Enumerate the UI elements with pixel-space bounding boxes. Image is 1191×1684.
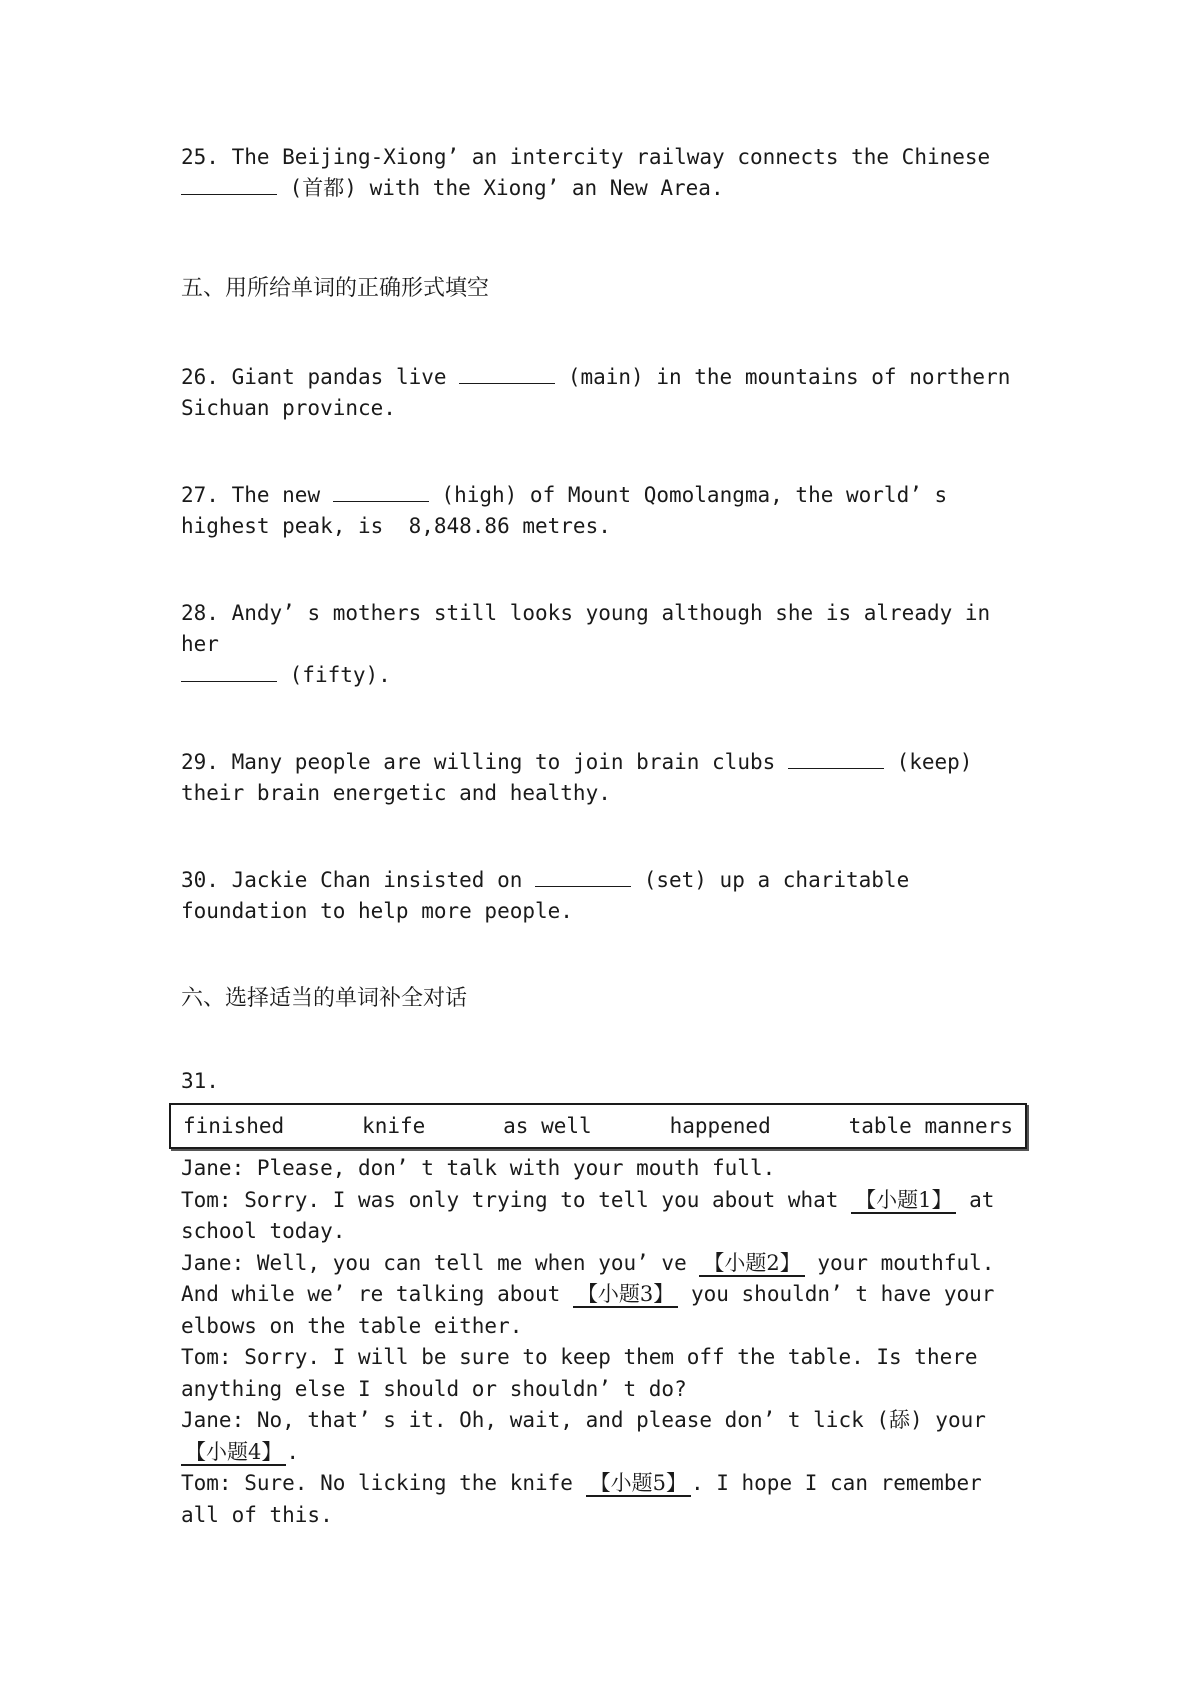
word-bank-item: happened xyxy=(669,1114,771,1138)
word-bank-item: knife xyxy=(362,1114,426,1138)
dialogue-text: at school today. xyxy=(181,1187,1008,1243)
dialogue-line: Jane: Please, don’ t talk with your mouth full. xyxy=(181,1156,776,1180)
question-28 xyxy=(181,598,1031,691)
question-text-before: Jackie Chan insisted on xyxy=(231,868,523,892)
dialogue-text: your mouthful. And while we’ re talking about xyxy=(181,1250,1008,1306)
blank-tag-3[interactable]: 【小题3】 xyxy=(573,1282,678,1308)
question-31-label: 31. xyxy=(181,1069,219,1093)
dialogue-line xyxy=(181,1248,1031,1343)
section-title-6: 六、选择适当的单词补全对话 xyxy=(181,986,468,1011)
word-bank xyxy=(169,1103,1027,1149)
question-text-before: Giant pandas live xyxy=(231,365,447,389)
answer-blank[interactable] xyxy=(535,868,631,887)
dialogue xyxy=(181,1153,1031,1531)
question-number: 27. xyxy=(181,483,219,507)
blank-tag-4[interactable]: 【小题4】 xyxy=(181,1440,286,1466)
answer-blank[interactable] xyxy=(333,483,429,502)
word-bank-item: finished xyxy=(183,1114,285,1138)
worksheet-page xyxy=(181,142,1031,1531)
dialogue-text: Tom: Sure. No licking the knife xyxy=(181,1471,586,1495)
question-text-after: (set) up a charitable foundation to help more people. xyxy=(181,868,922,923)
question-number: 26. xyxy=(181,365,219,389)
question-number: 30. xyxy=(181,868,219,892)
dialogue-line xyxy=(181,1185,1031,1248)
dialogue-line: Tom: Sorry. I will be sure to keep them off the table. Is there anything else I should or shouldn’ t do? xyxy=(181,1345,991,1401)
dialogue-text: Jane: No, that’ s it. Oh, wait, and please don’ t lick (舔) your xyxy=(181,1408,999,1432)
question-26 xyxy=(181,362,1031,424)
question-text-after: (main) in the mountains of northern Sichuan province. xyxy=(181,365,1024,420)
section-title-5: 五、用所给单词的正确形式填空 xyxy=(181,276,490,301)
question-number: 25. xyxy=(181,145,219,169)
question-text-before: The new xyxy=(231,483,321,507)
dialogue-line xyxy=(181,1468,1031,1531)
dialogue-text: Tom: Sorry. I was only trying to tell you about what xyxy=(181,1187,852,1212)
question-text-after: (high) of Mount Qomolangma, the world’ s highest peak, is 8,848.86 metres. xyxy=(181,483,960,538)
question-text-after: (keep) their brain energetic and healthy. xyxy=(181,750,986,805)
question-text-before: The Beijing-Xiong’ an intercity railway connects the Chinese xyxy=(231,145,991,169)
word-bank-item: table manners xyxy=(848,1114,1013,1138)
answer-blank[interactable] xyxy=(181,663,277,682)
answer-blank[interactable] xyxy=(181,176,277,195)
question-30 xyxy=(181,865,1031,927)
question-29 xyxy=(181,747,1031,809)
question-text-after: (首都) with the Xiong’ an New Area. xyxy=(289,176,724,200)
question-25 xyxy=(181,142,1031,204)
dialogue-line xyxy=(181,1405,1031,1468)
question-text-after: (fifty). xyxy=(289,663,391,687)
dialogue-text: Jane: Well, you can tell me when you’ ve xyxy=(181,1250,700,1275)
dialogue-text: . I hope I can remember all of this. xyxy=(181,1471,995,1527)
answer-blank[interactable] xyxy=(459,365,555,384)
word-bank-item: as well xyxy=(503,1114,592,1138)
dialogue-text: you shouldn’ t have your elbows on the table either. xyxy=(181,1282,1008,1338)
question-number: 28. xyxy=(181,601,219,625)
answer-blank[interactable] xyxy=(788,750,884,769)
blank-tag-1[interactable]: 【小题1】 xyxy=(851,1188,956,1214)
question-text-before: Many people are willing to join brain clubs xyxy=(231,750,776,774)
question-number: 29. xyxy=(181,750,219,774)
blank-tag-2[interactable]: 【小题2】 xyxy=(699,1251,804,1277)
dialogue-text: . xyxy=(286,1439,300,1464)
question-text-before: Andy’ s mothers still looks young although she is already in her xyxy=(181,601,1003,656)
question-27 xyxy=(181,480,1031,542)
blank-tag-5[interactable]: 【小题5】 xyxy=(586,1471,691,1497)
